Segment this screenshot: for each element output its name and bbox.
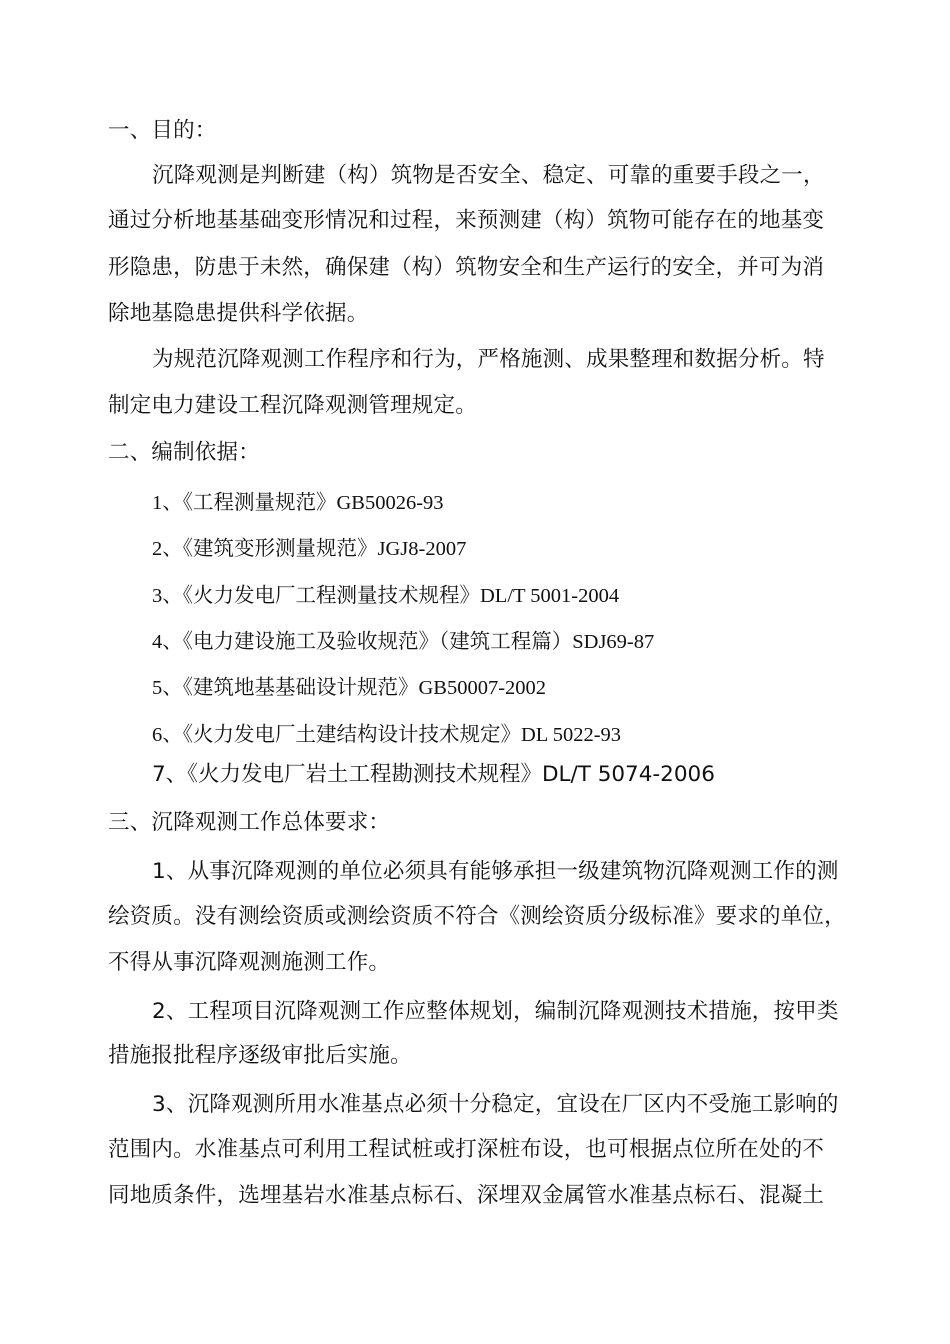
reference-item: 5、《建筑地基基础设计规范》GB50007-2002	[152, 675, 547, 699]
reference-item: 7、《火力发电厂岩土工程勘测技术规程》DL/T 5074-2006	[152, 762, 715, 787]
reference-item: 6、《火力发电厂土建结构设计技术规定》DL 5022-93	[152, 722, 622, 746]
section-3-heading: 三、沉降观测工作总体要求：	[108, 810, 391, 835]
paragraph-line: 措施报批程序逐级审批后实施。	[108, 1043, 412, 1068]
paragraph-line: 为规范沉降观测工作程序和行为，严格施测、成果整理和数据分析。特	[152, 347, 825, 372]
paragraph-line: 除地基隐患提供科学依据。	[108, 301, 369, 326]
paragraph-line: 范围内。水准基点可利用工程试桩或打深桩布设，也可根据点位所在处的不	[108, 1137, 825, 1162]
paragraph-line: 沉降观测是判断建（构）筑物是否安全、稳定、可靠的重要手段之一，	[152, 163, 825, 188]
paragraph-line: 同地质条件，选埋基岩水准基点标石、深埋双金属管水准基点标石、混凝土	[108, 1183, 825, 1208]
paragraph-line: 形隐患，防患于未然，确保建（构）筑物安全和生产运行的安全，并可为消	[108, 255, 825, 280]
reference-item: 4、《电力建设施工及验收规范》（建筑工程篇）SDJ69-87	[152, 629, 655, 653]
paragraph-line: 2、工程项目沉降观测工作应整体规划，编制沉降观测技术措施，按甲类	[152, 999, 839, 1024]
paragraph-line: 不得从事沉降观测施测工作。	[108, 950, 391, 975]
paragraph-line: 通过分析地基基础变形情况和过程，来预测建（构）筑物可能存在的地基变	[108, 208, 825, 233]
reference-item: 2、《建筑变形测量规范》JGJ8-2007	[152, 536, 467, 560]
paragraph-line: 绘资质。没有测绘资质或测绘资质不符合《测绘资质分级标准》要求的单位，	[108, 904, 846, 929]
paragraph-line: 制定电力建设工程沉降观测管理规定。	[108, 393, 477, 418]
section-2-heading: 二、编制依据：	[108, 440, 260, 465]
paragraph-line: 1、从事沉降观测的单位必须具有能够承担一级建筑物沉降观测工作的测	[152, 859, 839, 884]
section-1-heading: 一、目的：	[108, 118, 217, 143]
reference-item: 1、《工程测量规范》GB50026-93	[152, 490, 444, 514]
reference-item: 3、《火力发电厂工程测量技术规程》DL/T 5001-2004	[152, 583, 620, 607]
paragraph-line: 3、沉降观测所用水准基点必须十分稳定，宜设在厂区内不受施工影响的	[152, 1092, 839, 1117]
